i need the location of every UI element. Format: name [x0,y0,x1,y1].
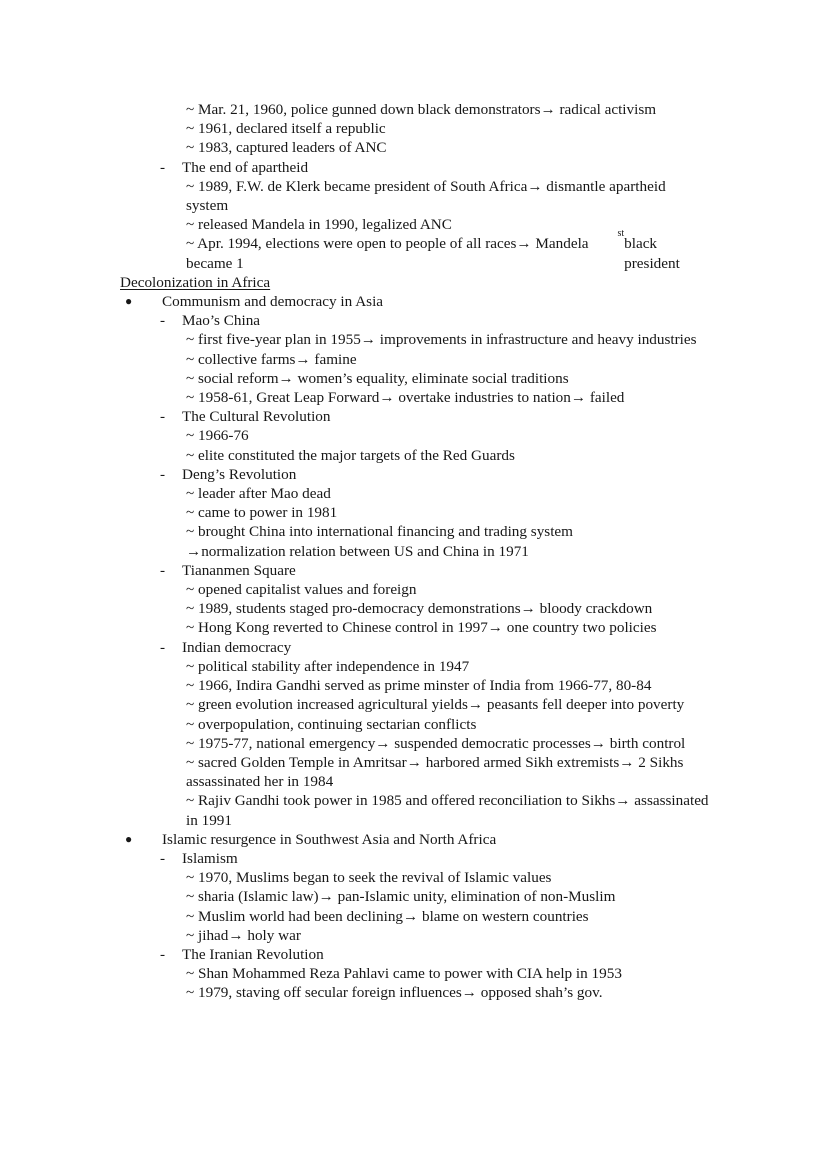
bullet-marker-icon: ● [125,294,133,309]
dash-marker-icon: - [160,158,166,176]
dash-list-item [120,945,710,964]
tilde-list-item: ~ first five-year plan in 1955→ improvements in infrastructure and heavy industries [186,331,697,349]
dash-list-item [120,158,710,177]
dash-list-item [120,465,710,484]
section-heading: Decolonization in Africa [120,273,271,291]
tilde-list-item: ~ opened capitalist values and foreign [186,581,417,599]
dash-list-item [120,561,710,580]
dash-list-item [120,311,710,330]
tilde-list-item: ~ 1970, Muslims began to seek the revival of Islamic values [186,869,552,887]
dash-list-item [120,638,710,657]
tilde-list-item: ~ 1966, Indira Gandhi served as prime minster of India from 1966-77, 80-84 [186,677,652,695]
tilde-list-item: ~ came to power in 1981 [186,504,338,522]
tilde-list-item: ~ leader after Mao dead [186,485,331,503]
bullet-marker-icon: ● [125,831,133,846]
list-item-text: Communism and democracy in Asia [162,293,384,311]
tilde-list-item: ~ Rajiv Gandhi took power in 1985 and offered reconciliation to Sikhs→ assassinated in 1991 [186,792,709,829]
tilde-item-text: ~ Apr. 1994, elections were open to people of all races→ Mandela became 1 [186,235,589,272]
tilde-list-item: →normalization relation between US and China in 1971 [186,542,529,560]
tilde-list-item: ~ green evolution increased agricultural yields→ peasants fell deeper into poverty [186,696,685,714]
tilde-list-item: ~ 1958-61, Great Leap Forward→ overtake industries to nation→ failed [186,389,625,407]
tilde-list-item: ~ collective farms→ famine [186,350,357,368]
list-item-text: The Cultural Revolution [182,408,331,426]
document-body [120,100,710,1003]
tilde-list-item: ~ 1979, staving off secular foreign influences→ opposed shah’s gov. [186,984,603,1002]
tilde-list-item: ~ Mar. 21, 1960, police gunned down black demonstrators→ radical activism [186,101,657,118]
list-item-text: Indian democracy [182,638,292,656]
list-item-text: Mao’s China [182,312,261,330]
dash-marker-icon: - [160,408,166,426]
tilde-list-item: ~ 1989, students staged pro-democracy demonstrations→ bloody crackdown [186,600,653,618]
dash-marker-icon: - [160,312,166,330]
tilde-list-item: ~ Muslim world had been declining→ blame on western countries [186,907,589,925]
tilde-list-item: ~ released Mandela in 1990, legalized ANC [186,216,452,234]
list-item-text: The Iranian Revolution [182,945,324,963]
dash-list-item [120,849,710,868]
dash-marker-icon: - [160,945,166,963]
list-item-text: Deng’s Revolution [182,465,297,483]
list-item-text: Tiananmen Square [182,561,296,579]
tilde-list-item: ~ brought China into international financing and trading system [186,523,573,541]
tilde-list-item: ~ Apr. 1994, elections were open to people of all races→ Mandela became 1 st black president [120,234,710,272]
list-item-text: Islamic resurgence in Southwest Asia and North Africa [162,830,497,848]
tilde-list-item: ~ 1961, declared itself a republic [186,120,386,138]
tilde-list-item: ~ sacred Golden Temple in Amritsar→ harbored armed Sikh extremists→ 2 Sikhs assassinated her in 1984 [186,753,684,791]
dash-marker-icon: - [160,638,166,656]
tilde-list-item: ~ overpopulation, continuing sectarian conflicts [186,715,477,733]
tilde-item-text-cont: black president [624,235,680,272]
tilde-list-item: ~ jihad→ holy war [186,926,301,944]
tilde-list-item: ~ sharia (Islamic law)→ pan-Islamic unity, elimination of non-Muslim [186,888,616,906]
bullet-list-item [120,292,710,311]
tilde-list-item: ~ social reform→ women’s equality, eliminate social traditions [186,369,569,387]
tilde-list-item: ~ 1983, captured leaders of ANC [186,139,387,157]
list-item-text: Islamism [182,849,238,867]
bullet-list-item [120,830,710,849]
tilde-list-item: ~ Hong Kong reverted to Chinese control in 1997→ one country two policies [186,619,657,637]
list-item-text: The end of apartheid [182,158,309,176]
tilde-list-item: ~ political stability after independence in 1947 [186,657,470,675]
tilde-list-item: ~ 1966-76 [186,427,249,445]
dash-marker-icon: - [160,465,166,483]
dash-marker-icon: - [160,561,166,579]
dash-marker-icon: - [160,849,166,867]
tilde-list-item: ~ 1989, F.W. de Klerk became president of South Africa→ dismantle apartheid system [186,177,666,215]
tilde-list-item: ~ elite constituted the major targets of the Red Guards [186,446,515,464]
tilde-list-item: ~ Shan Mohammed Reza Pahlavi came to power with CIA help in 1953 [186,965,622,983]
dash-list-item [120,407,710,426]
tilde-list-item: ~ 1975-77, national emergency→ suspended democratic processes→ birth control [186,734,686,752]
